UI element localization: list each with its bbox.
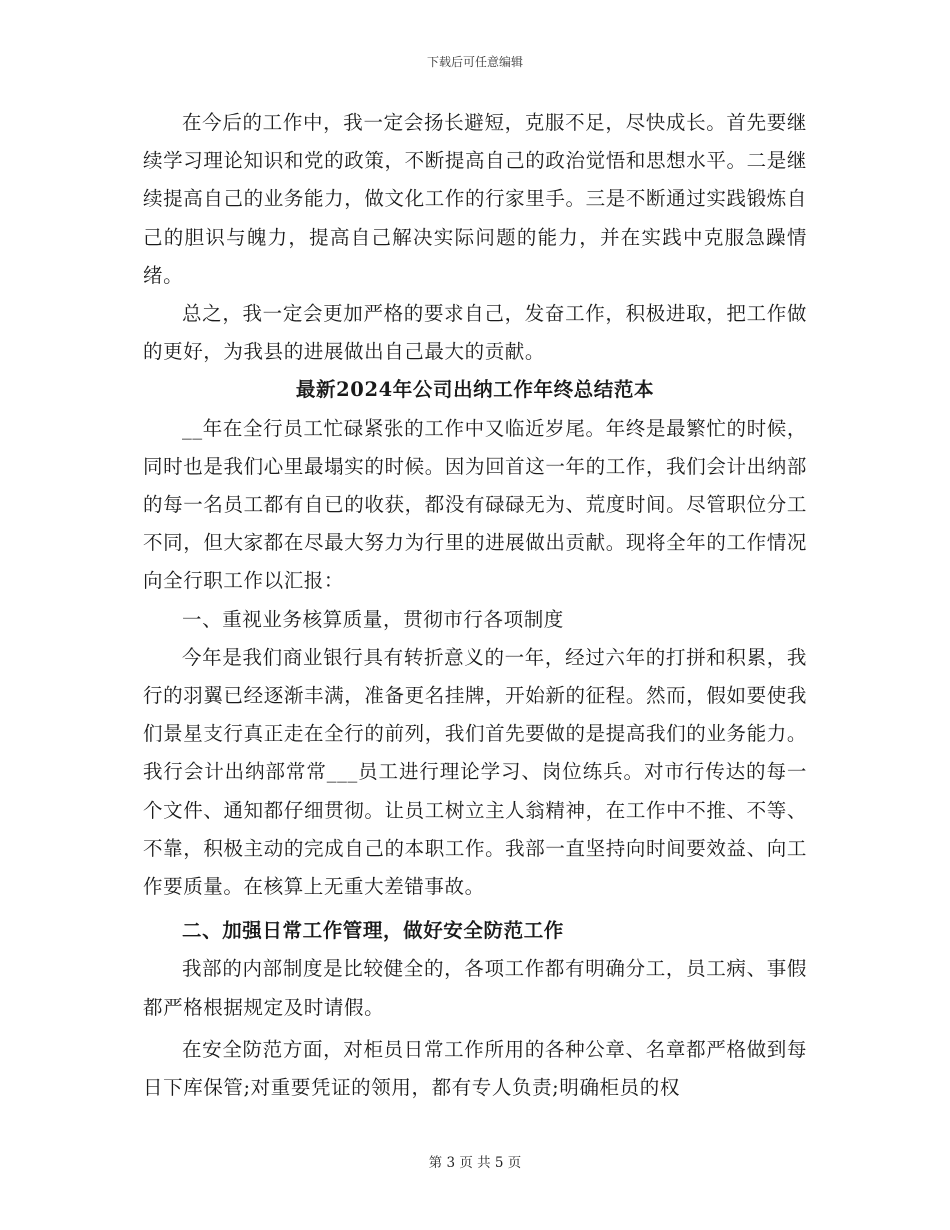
document-body [143, 104, 807, 1107]
section-heading-2: 二、加强日常工作管理，做好安全防范工作 [182, 919, 564, 943]
paragraph-6: 在安全防范方面，对柜员日常工作所用的各种公章、名章都严格做到每日下库保管;对重要凭证的领用，都有专人负责;明确柜员的权 [143, 1037, 807, 1100]
document-title: 最新2024年公司出纳工作年终总结范本 [295, 378, 655, 402]
paragraph-4: 今年是我们商业银行具有转折意义的一年，经过六年的打拼和积累，我行的羽翼已经逐渐丰满，准备更名挂牌，开始新的征程。然而，假如要使我们景星支行真正走在全行的前列，我们首先要做的是提高我们的业务能力。我行会计出纳部常常___员工进行理论学习、岗位练兵。对市行传达的每一个文件、通知都仔细贯彻。让员工树立主人翁精神，在工作中不推、不等、不靠，积极主动的完成自己的本职工作。我部一直坚持向时间要效益、向工作要质量。在核算上无重大差错事故。 [143, 645, 807, 899]
page-number: 第 3 页 共 5 页 [428, 1155, 522, 1171]
paragraph-3: __年在全行员工忙碌紧张的工作中又临近岁尾。年终是最繁忙的时候，同时也是我们心里最塌实的时候。因为回首这一年的工作，我们会计出纳部的每一名员工都有自已的收获，都没有碌碌无为、荒度时间。尽管职位分工不同，但大家都在尽最大努力为行里的进展做出贡献。现将全年的工作情况向全行职工作以汇报： [143, 416, 807, 593]
paragraph-1: 在今后的工作中，我一定会扬长避短，克服不足，尽快成长。首先要继续学习理论知识和党的政策，不断提高自己的政治觉悟和思想水平。二是继续提高自己的业务能力，做文化工作的行家里手。三是不断通过实践锻炼自己的胆识与魄力，提高自己解决实际问题的能力，并在实践中克服急躁情绪。 [143, 111, 807, 287]
section-heading-1: 一、重视业务核算质量，贯彻市行各项制度 [182, 607, 564, 631]
paragraph-2: 总之，我一定会更加严格的要求自己，发奋工作，积极进取，把工作做的更好，为我县的进展做出自己最大的贡献。 [143, 302, 807, 364]
header-note: 下载后可任意编辑 [426, 55, 523, 69]
paragraph-5: 我部的内部制度是比较健全的，各项工作都有明确分工，员工病、事假都严格根据规定及时请假。 [143, 957, 807, 1019]
